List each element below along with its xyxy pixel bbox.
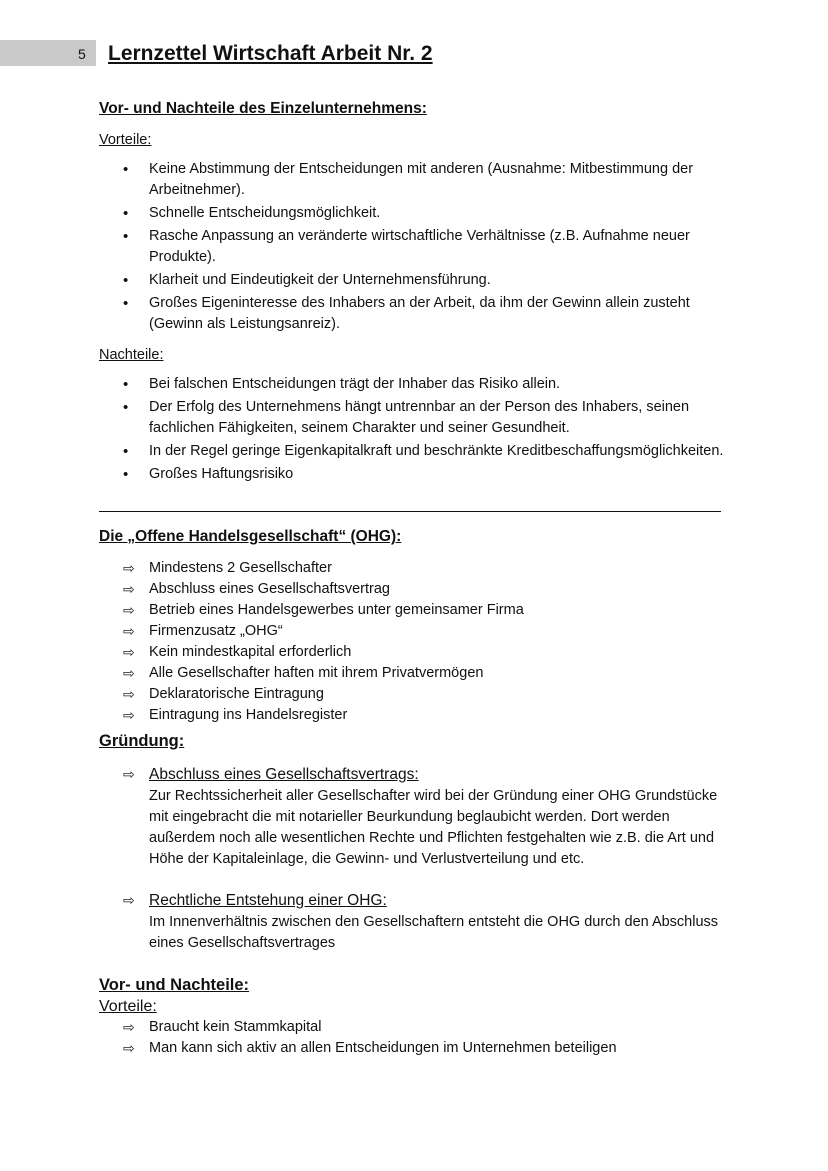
arrow-right-icon: ⇨ xyxy=(123,602,135,618)
gruendung-item-body: Zur Rechtssicherheit aller Gesellschafter wird bei der Gründung einer OHG Grundstücke mit eingebracht die mit notarieller Beurkundung beglaubicht werden. Dort werden außerdem noch alle wesentlichen Rechte und Pflichten festgehalten wie z.B. die Art und Höhe der Kapitaleinlage, die Gewinn- und Verlustverteilung und etc. xyxy=(149,788,718,867)
einzel-vorteile-label: Vorteile: xyxy=(99,132,152,148)
vor-nachteile-heading: Vor- und Nachteile: xyxy=(99,976,250,994)
arrow-right-icon: ⇨ xyxy=(123,707,135,723)
bullet-icon: • xyxy=(123,228,129,245)
arrow-right-icon: ⇨ xyxy=(123,560,135,576)
document-body xyxy=(99,98,739,1059)
list-item: • Schnelle Entscheidungsmöglichkeit. xyxy=(123,205,381,222)
list-item: ⇨ Deklaratorische Eintragung xyxy=(99,684,739,705)
arrow-right-icon: ⇨ xyxy=(123,892,135,908)
bullet-icon: • xyxy=(123,161,129,178)
bullet-icon: • xyxy=(123,272,129,289)
vor-nachteile-vorteile-label: Vorteile: xyxy=(99,998,157,1015)
ohg-points-list xyxy=(99,558,739,726)
list-item: ⇨ Eintragung ins Handelsregister xyxy=(99,705,739,726)
arrow-right-icon: ⇨ xyxy=(123,686,135,702)
einzel-nachteile-list xyxy=(99,374,739,485)
arrow-right-icon: ⇨ xyxy=(123,1019,135,1035)
document-title: Lernzettel Wirtschaft Arbeit Nr. 2 xyxy=(108,42,433,65)
list-item xyxy=(99,890,739,954)
bullet-icon: • xyxy=(123,466,129,483)
list-item: ⇨ Abschluss eines Gesellschaftsvertrag xyxy=(99,579,739,600)
list-item: • Der Erfolg des Unternehmens hängt untrennbar an der Person des Inhabers, seinen fachlichen Fähigkeiten, seinem Charakter und seiner Gesundheit. xyxy=(123,399,690,436)
list-item: • Großes Eigeninteresse des Inhabers an der Arbeit, da ihm der Gewinn allein zusteht (Gewinn als Leistungsanreiz). xyxy=(123,295,690,332)
bullet-icon: • xyxy=(123,443,129,460)
list-item: ⇨ Braucht kein Stammkapital xyxy=(99,1017,739,1038)
bullet-icon: • xyxy=(123,295,129,312)
arrow-right-icon: ⇨ xyxy=(123,644,135,660)
list-item: ⇨ Alle Gesellschafter haften mit ihrem Privatvermögen xyxy=(99,663,739,684)
einzel-heading: Vor- und Nachteile des Einzelunternehmens: xyxy=(99,100,427,117)
list-item: • Keine Abstimmung der Entscheidungen mit anderen (Ausnahme: Mitbestimmung der Arbeitnehmer). xyxy=(123,161,694,198)
arrow-right-icon: ⇨ xyxy=(123,766,135,782)
ohg-heading: Die „Offene Handelsgesellschaft“ (OHG): xyxy=(99,528,402,545)
list-item: • In der Regel geringe Eigenkapitalkraft und beschränkte Kreditbeschaffungsmöglichkeiten. xyxy=(123,443,724,460)
bullet-icon: • xyxy=(123,205,129,222)
page-number: 5 xyxy=(78,46,86,62)
list-item: ⇨ Kein mindestkapital erforderlich xyxy=(99,642,739,663)
einzel-nachteile-label: Nachteile: xyxy=(99,347,164,363)
list-item: ⇨ Mindestens 2 Gesellschafter xyxy=(99,558,739,579)
arrow-right-icon: ⇨ xyxy=(123,581,135,597)
list-item: • Großes Haftungsrisiko xyxy=(123,466,294,483)
list-item: • Rasche Anpassung an veränderte wirtschaftliche Verhältnisse (z.B. Aufnahme neuer Produkte). xyxy=(123,228,690,265)
list-item: ⇨ Firmenzusatz „OHG“ xyxy=(99,621,739,642)
list-item xyxy=(99,764,739,870)
gruendung-item-title: Rechtliche Entstehung einer OHG: xyxy=(149,892,387,909)
bullet-icon: • xyxy=(123,399,129,416)
vor-nachteile-vorteile-list xyxy=(99,1017,739,1059)
arrow-right-icon: ⇨ xyxy=(123,665,135,681)
bullet-icon: • xyxy=(123,376,129,393)
list-item: • Bei falschen Entscheidungen trägt der Inhaber das Risiko allein. xyxy=(123,376,561,393)
list-item: ⇨ Man kann sich aktiv an allen Entscheidungen im Unternehmen beteiligen xyxy=(99,1038,739,1059)
gruendung-item-body: Im Innenverhältnis zwischen den Gesellschaftern entsteht die OHG durch den Abschluss eines Gesellschaftsvertrages xyxy=(149,914,719,951)
gruendung-item-title: Abschluss eines Gesellschaftsvertrags: xyxy=(149,766,419,783)
arrow-right-icon: ⇨ xyxy=(123,1040,135,1056)
gruendung-heading: Gründung: xyxy=(99,732,185,750)
list-item: ⇨ Betrieb eines Handelsgewerbes unter gemeinsamer Firma xyxy=(99,600,739,621)
arrow-right-icon: ⇨ xyxy=(123,623,135,639)
gruendung-list xyxy=(99,764,739,954)
einzel-vorteile-list xyxy=(99,159,739,335)
list-item: • Klarheit und Eindeutigkeit der Unternehmensführung. xyxy=(123,272,491,289)
